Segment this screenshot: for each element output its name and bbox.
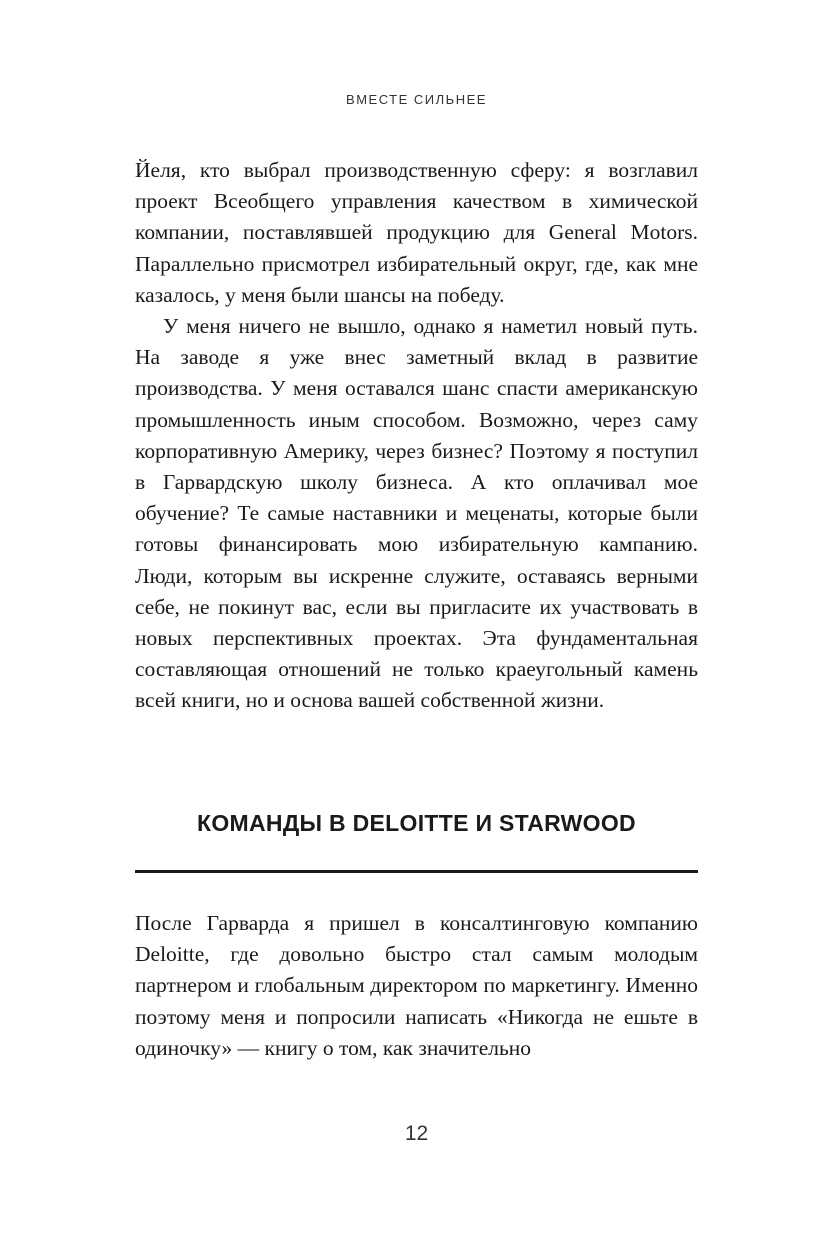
paragraph: У меня ничего не вышло, однако я наметил новый путь. На заводе я уже внес заметный вклад в развитие производства. У меня оставался шанс спасти американскую промышленность иным способом. Возможно, через саму корпоративную Америку, через бизнес? Поэтому я поступил в Гарвардскую школу бизнеса. А кто оплачивал мое обучение? Те самые наставники и меценаты, которые были готовы финансировать мою избирательную кампанию. Люди, которым вы искренне служите, оставаясь верными себе, не покинут вас, если вы пригласите их участвовать в новых перспективных проектах. Эта фундаментальная составляющая отношений не только краеугольный камень всей книги, но и основа вашей собственной жизни. bbox=[135, 314, 698, 713]
paragraph: После Гарварда я пришел в консалтинговую компанию Deloitte, где довольно быстро стал самым молодым партнером и глобальным директором по маркетингу. Именно поэтому меня и попросили написать «Никогда не ешьте в одиночку» — книгу о том, как значительно bbox=[135, 911, 698, 1060]
running-head: ВМЕСТЕ СИЛЬНЕЕ bbox=[346, 92, 487, 107]
page-number: 12 bbox=[404, 1122, 429, 1145]
body-text-bottom bbox=[135, 908, 698, 1064]
body-text-top bbox=[135, 155, 698, 717]
paragraph: Йеля, кто выбрал производственную сферу: я возглавил проект Всеобщего управления качеством в химической компании, поставлявшей продукцию для General Motors. Параллельно присмотрел избирательный округ, где, как мне казалось, у меня были шансы на победу. bbox=[135, 158, 698, 307]
section-divider bbox=[135, 870, 698, 873]
section-heading: КОМАНДЫ В DELOITTE И STARWOOD bbox=[197, 810, 636, 836]
